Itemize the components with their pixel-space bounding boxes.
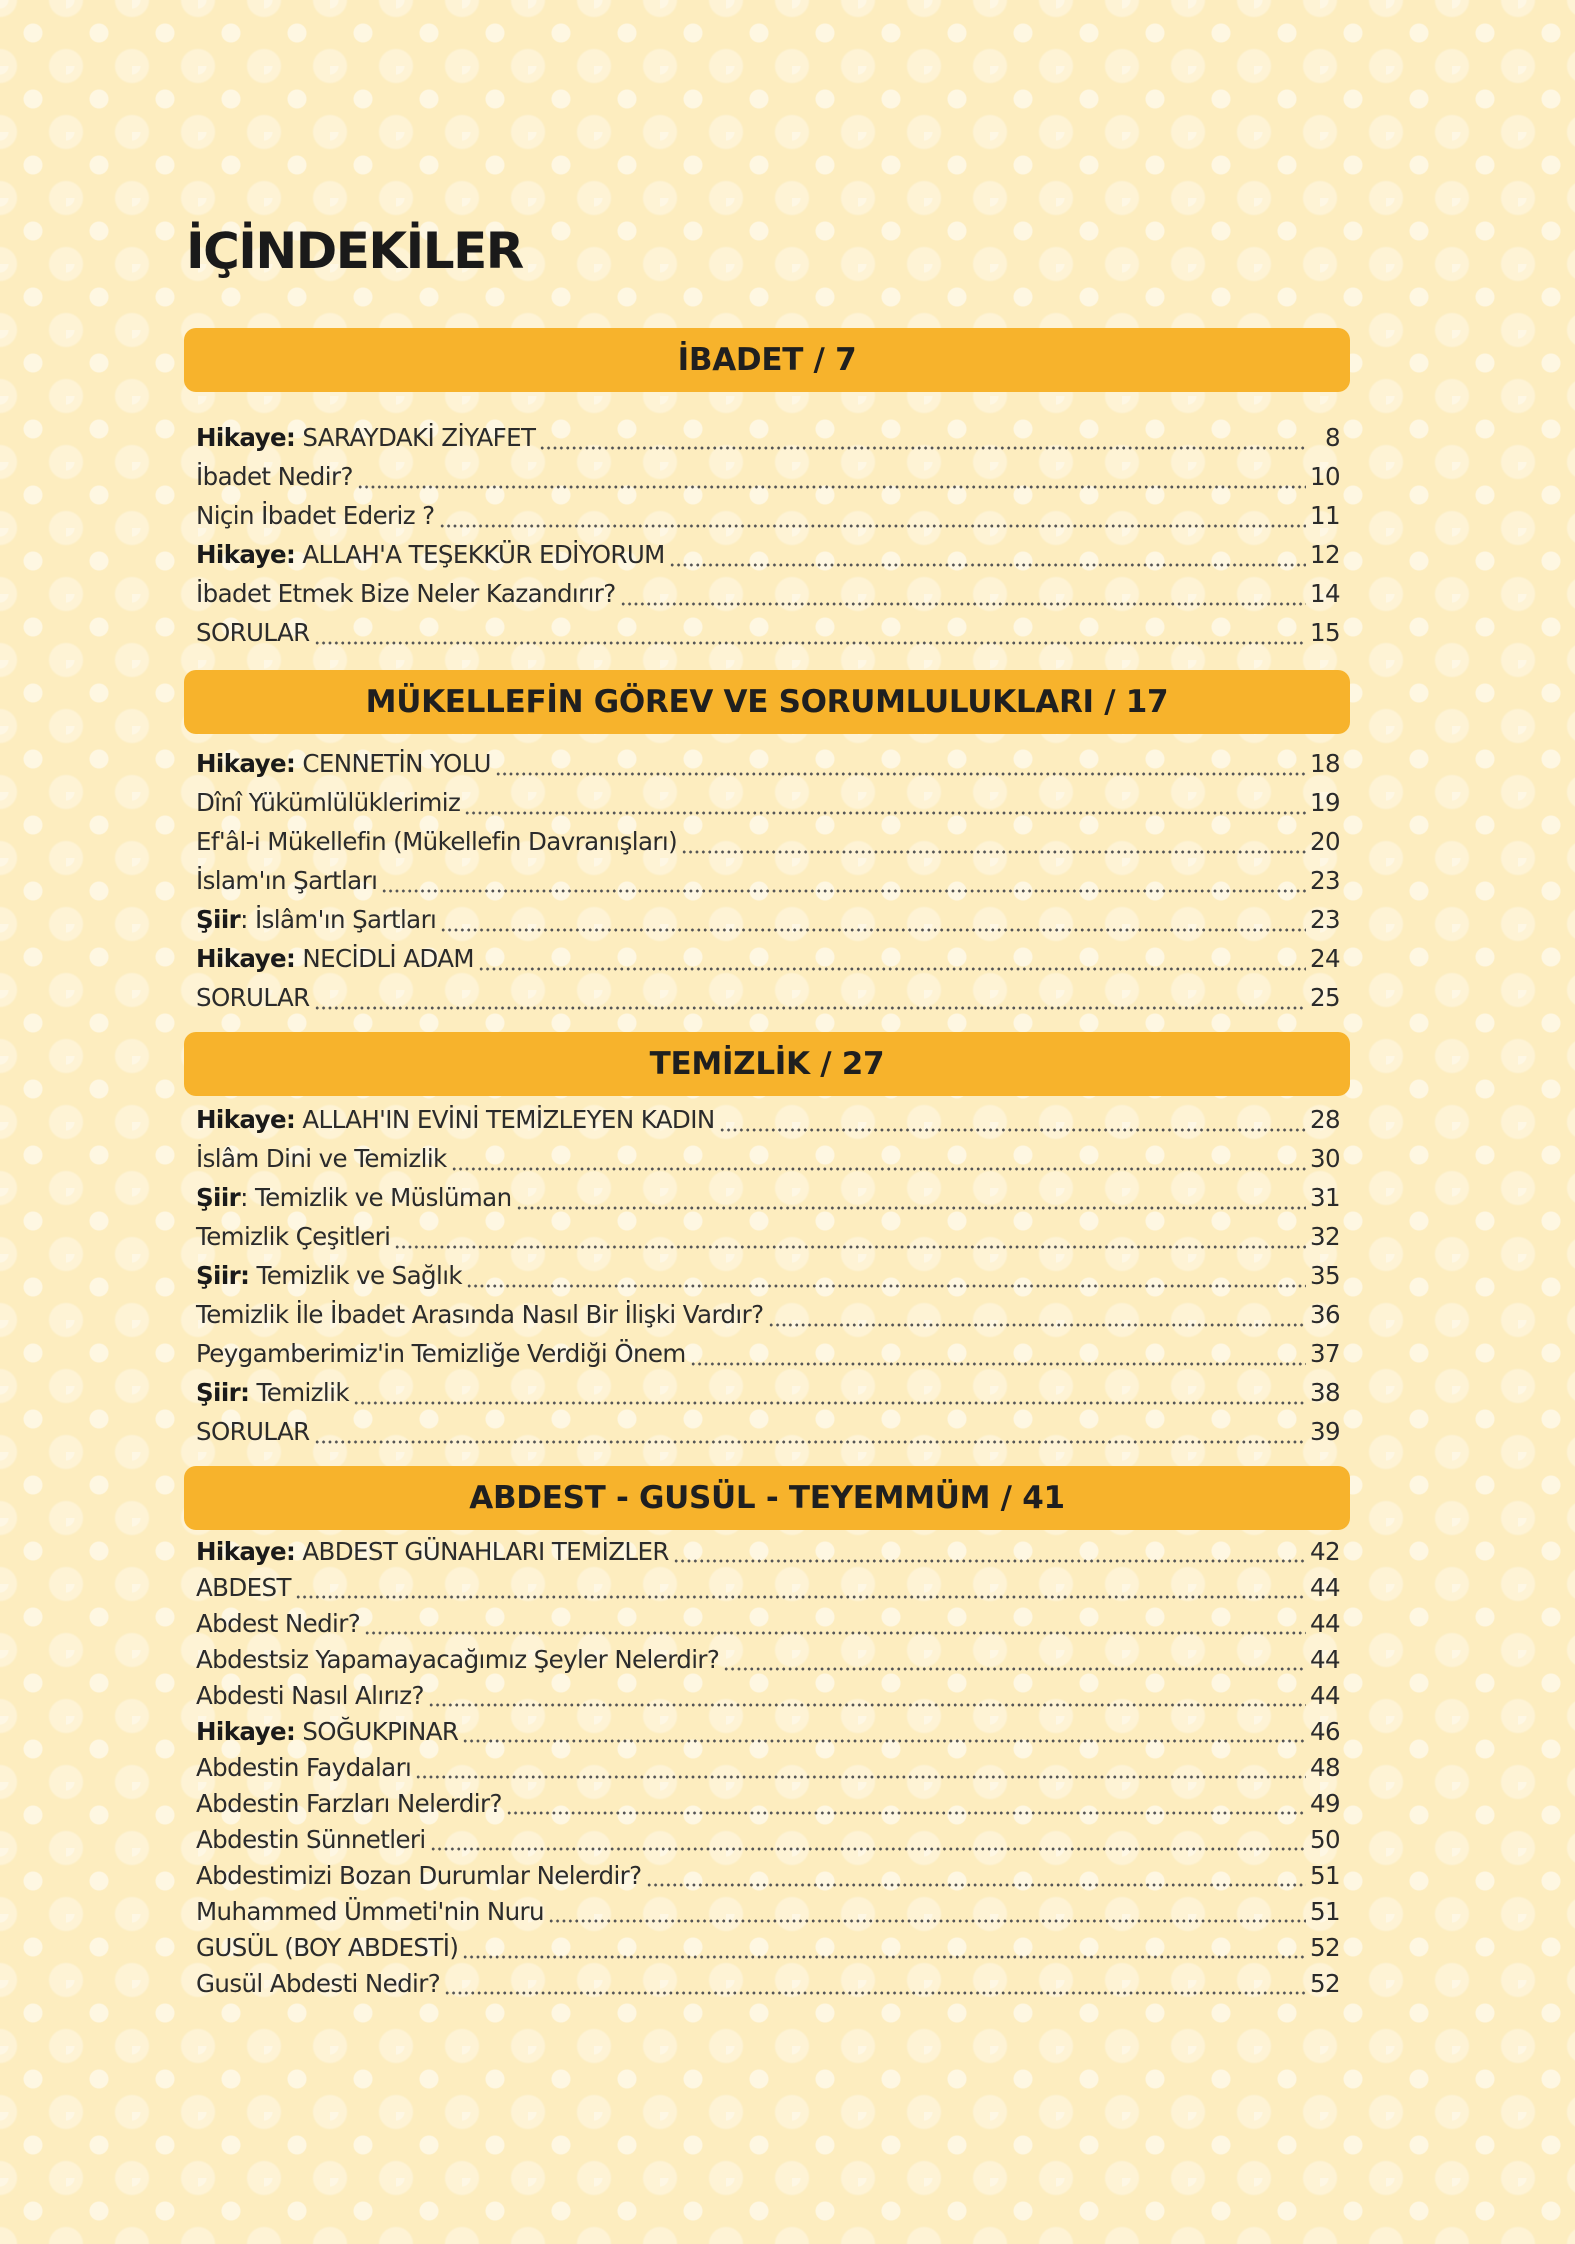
dot-leader	[357, 484, 1306, 490]
entry-page-number: 44	[1310, 1609, 1340, 1638]
toc-entry[interactable]	[196, 1714, 1340, 1750]
entry-label: Temizlik Çeşitleri	[196, 1222, 391, 1251]
entry-page-number: 36	[1310, 1300, 1340, 1329]
toc-entry[interactable]	[196, 496, 1340, 535]
entry-label: İslam'ın Şartları	[196, 866, 378, 895]
page-title: İÇİNDEKİLER	[186, 222, 523, 280]
dot-leader	[462, 1738, 1306, 1744]
entry-label: ALLAH'IN EVİNİ TEMİZLEYEN KADIN	[295, 1105, 715, 1134]
toc-entry[interactable]	[196, 1930, 1340, 1966]
dot-leader	[415, 1774, 1306, 1780]
dot-leader	[430, 1846, 1306, 1852]
entry-prefix: Şiir:	[196, 1378, 250, 1407]
entry-label: Ef'âl-i Mükellefin (Mükellefin Davranışları)	[196, 827, 678, 856]
toc-entry[interactable]	[196, 457, 1340, 496]
entry-page-number: 50	[1310, 1825, 1340, 1854]
dot-leader	[464, 810, 1306, 816]
dot-leader	[353, 1400, 1306, 1406]
entry-page-number: 52	[1310, 1933, 1340, 1962]
toc-entry[interactable]	[196, 1256, 1340, 1295]
toc-entry[interactable]	[196, 574, 1340, 613]
entry-page-number: 44	[1310, 1573, 1340, 1602]
toc-entry[interactable]	[196, 1412, 1340, 1451]
dot-leader	[314, 1439, 1306, 1445]
entry-label: : Temizlik ve Müslüman	[240, 1183, 512, 1212]
section-header-ibadet: İBADET / 7	[184, 328, 1350, 392]
entry-prefix: Hikaye:	[196, 1717, 296, 1746]
entry-prefix: Şiir	[196, 905, 241, 934]
dot-leader	[462, 1954, 1306, 1960]
entry-label: SORULAR	[196, 983, 310, 1012]
entry-page-number: 46	[1310, 1717, 1340, 1746]
toc-entry[interactable]	[196, 1606, 1340, 1642]
toc-entry[interactable]	[196, 822, 1340, 861]
toc-entry[interactable]	[196, 744, 1340, 783]
toc-entry[interactable]	[196, 1534, 1340, 1570]
entry-label: NECİDLİ ADAM	[295, 944, 474, 973]
dot-leader	[381, 888, 1306, 894]
dot-leader	[314, 1005, 1306, 1011]
dot-leader	[478, 966, 1306, 972]
entry-page-number: 49	[1310, 1789, 1340, 1818]
entry-page-number: 20	[1310, 827, 1340, 856]
entry-prefix: Hikaye:	[196, 1105, 296, 1134]
dot-leader	[440, 927, 1306, 933]
entry-label: Gusül Abdesti Nedir?	[196, 1969, 441, 1998]
entry-page-number: 31	[1310, 1183, 1340, 1212]
dot-leader	[669, 562, 1306, 568]
entry-page-number: 44	[1310, 1645, 1340, 1674]
entry-label: Dînî Yükümlülüklerimiz	[196, 788, 461, 817]
toc-entry[interactable]	[196, 1217, 1340, 1256]
section-header-mukellef: MÜKELLEFİN GÖREV VE SORUMLULUKLARI / 17	[184, 670, 1350, 734]
entry-label: Temizlik İle İbadet Arasında Nasıl Bir İlişki Vardır?	[196, 1300, 764, 1329]
toc-entry[interactable]	[196, 1100, 1340, 1139]
entry-label: ABDEST GÜNAHLARI TEMİZLER	[295, 1537, 669, 1566]
toc-entry[interactable]	[196, 1786, 1340, 1822]
dot-leader	[646, 1882, 1306, 1888]
entry-prefix: Hikaye:	[196, 540, 296, 569]
entry-label: SORULAR	[196, 1417, 310, 1446]
entry-list-mukellef	[196, 744, 1340, 1017]
entry-page-number: 19	[1310, 788, 1340, 817]
toc-entry[interactable]	[196, 1678, 1340, 1714]
entry-page-number: 35	[1310, 1261, 1340, 1290]
entry-page-number: 11	[1310, 501, 1340, 530]
dot-leader	[690, 1361, 1306, 1367]
dot-leader	[495, 771, 1306, 777]
section-header-temizlik: TEMİZLİK / 27	[184, 1032, 1350, 1096]
entry-label: Abdestsiz Yapamayacağımız Şeyler Nelerdir?	[196, 1645, 720, 1674]
entry-page-number: 10	[1310, 462, 1340, 491]
toc-entry[interactable]	[196, 1750, 1340, 1786]
toc-entry[interactable]	[196, 1178, 1340, 1217]
dot-leader	[620, 601, 1306, 607]
entry-label: Abdestin Farzları Nelerdir?	[196, 1789, 502, 1818]
entry-label: SARAYDAKİ ZİYAFET	[295, 423, 536, 452]
dot-leader	[506, 1810, 1306, 1816]
toc-entry[interactable]	[196, 418, 1340, 457]
entry-list-temizlik	[196, 1100, 1340, 1451]
dot-leader	[295, 1594, 1306, 1600]
dot-leader	[451, 1166, 1306, 1172]
entry-label: Temizlik ve Sağlık	[249, 1261, 462, 1290]
entry-page-number: 23	[1310, 866, 1340, 895]
entry-page-number: 37	[1310, 1339, 1340, 1368]
entry-label: : İslâm'ın Şartları	[240, 905, 437, 934]
entry-prefix: Hikaye:	[196, 1537, 296, 1566]
entry-page-number: 42	[1310, 1537, 1340, 1566]
entry-prefix: Hikaye:	[196, 423, 296, 452]
entry-page-number: 18	[1310, 749, 1340, 778]
entry-label: Muhammed Ümmeti'nin Nuru	[196, 1897, 544, 1926]
entry-page-number: 51	[1310, 1861, 1340, 1890]
toc-entry[interactable]	[196, 900, 1340, 939]
toc-entry[interactable]	[196, 535, 1340, 574]
dot-leader	[439, 523, 1306, 529]
entry-page-number: 48	[1310, 1753, 1340, 1782]
entry-prefix: Hikaye:	[196, 749, 296, 778]
entry-label: Abdestin Sünnetleri	[196, 1825, 426, 1854]
dot-leader	[539, 445, 1306, 451]
entry-page-number: 30	[1310, 1144, 1340, 1173]
entry-label: Abdestin Faydaları	[196, 1753, 412, 1782]
entry-page-number: 23	[1310, 905, 1340, 934]
entry-page-number: 39	[1310, 1417, 1340, 1446]
toc-entry[interactable]	[196, 1966, 1340, 2002]
toc-entry[interactable]	[196, 939, 1340, 978]
toc-entry[interactable]	[196, 1295, 1340, 1334]
entry-page-number: 24	[1310, 944, 1340, 973]
entry-label: İbadet Nedir?	[196, 462, 353, 491]
entry-page-number: 25	[1310, 983, 1340, 1012]
dot-leader	[673, 1558, 1306, 1564]
entry-page-number: 8	[1325, 423, 1340, 452]
entry-label: SORULAR	[196, 618, 310, 647]
toc-entry[interactable]	[196, 1642, 1340, 1678]
entry-label: İslâm Dini ve Temizlik	[196, 1144, 447, 1173]
entry-page-number: 14	[1310, 579, 1340, 608]
dot-leader	[548, 1918, 1306, 1924]
dot-leader	[768, 1322, 1306, 1328]
entry-page-number: 52	[1310, 1969, 1340, 1998]
entry-label: GUSÜL (BOY ABDESTİ)	[196, 1933, 459, 1962]
toc-entry[interactable]	[196, 1139, 1340, 1178]
dot-leader	[394, 1244, 1306, 1250]
toc-entry[interactable]	[196, 1858, 1340, 1894]
entry-page-number: 38	[1310, 1378, 1340, 1407]
dot-leader	[428, 1702, 1306, 1708]
entry-list-abdest	[196, 1534, 1340, 2002]
dot-leader	[364, 1630, 1306, 1636]
entry-prefix: Şiir	[196, 1183, 241, 1212]
dot-leader	[516, 1205, 1307, 1211]
toc-entry[interactable]	[196, 1334, 1340, 1373]
entry-label: Peygamberimiz'in Temizliğe Verdiği Önem	[196, 1339, 686, 1368]
entry-label: İbadet Etmek Bize Neler Kazandırır?	[196, 579, 616, 608]
entry-label: Abdestimizi Bozan Durumlar Nelerdir?	[196, 1861, 642, 1890]
toc-entry[interactable]	[196, 1894, 1340, 1930]
entry-page-number: 51	[1310, 1897, 1340, 1926]
entry-page-number: 32	[1310, 1222, 1340, 1251]
dot-leader	[444, 1990, 1306, 1996]
dot-leader	[314, 640, 1306, 646]
entry-label: CENNETİN YOLU	[295, 749, 491, 778]
toc-entry[interactable]	[196, 1373, 1340, 1412]
entry-prefix: Şiir:	[196, 1261, 250, 1290]
entry-label: ALLAH'A TEŞEKKÜR EDİYORUM	[295, 540, 665, 569]
entry-list-ibadet	[196, 418, 1340, 652]
entry-label: ABDEST	[196, 1573, 291, 1602]
dot-leader	[681, 849, 1306, 855]
toc-entry[interactable]	[196, 1570, 1340, 1606]
entry-label: SOĞUKPINAR	[295, 1717, 459, 1746]
entry-page-number: 15	[1310, 618, 1340, 647]
entry-page-number: 12	[1310, 540, 1340, 569]
entry-label: Niçin İbadet Ederiz ?	[196, 501, 435, 530]
entry-label: Abdesti Nasıl Alırız?	[196, 1681, 424, 1710]
dot-leader	[719, 1127, 1306, 1133]
section-header-abdest: ABDEST - GUSÜL - TEYEMMÜM / 41	[184, 1466, 1350, 1530]
entry-page-number: 28	[1310, 1105, 1340, 1134]
entry-label: Abdest Nedir?	[196, 1609, 361, 1638]
entry-label: Temizlik	[249, 1378, 349, 1407]
entry-prefix: Hikaye:	[196, 944, 296, 973]
toc-entry[interactable]	[196, 978, 1340, 1017]
dot-leader	[466, 1283, 1306, 1289]
dot-leader	[723, 1666, 1306, 1672]
toc-entry[interactable]	[196, 613, 1340, 652]
entry-page-number: 44	[1310, 1681, 1340, 1710]
toc-entry[interactable]	[196, 861, 1340, 900]
toc-entry[interactable]	[196, 783, 1340, 822]
toc-entry[interactable]	[196, 1822, 1340, 1858]
